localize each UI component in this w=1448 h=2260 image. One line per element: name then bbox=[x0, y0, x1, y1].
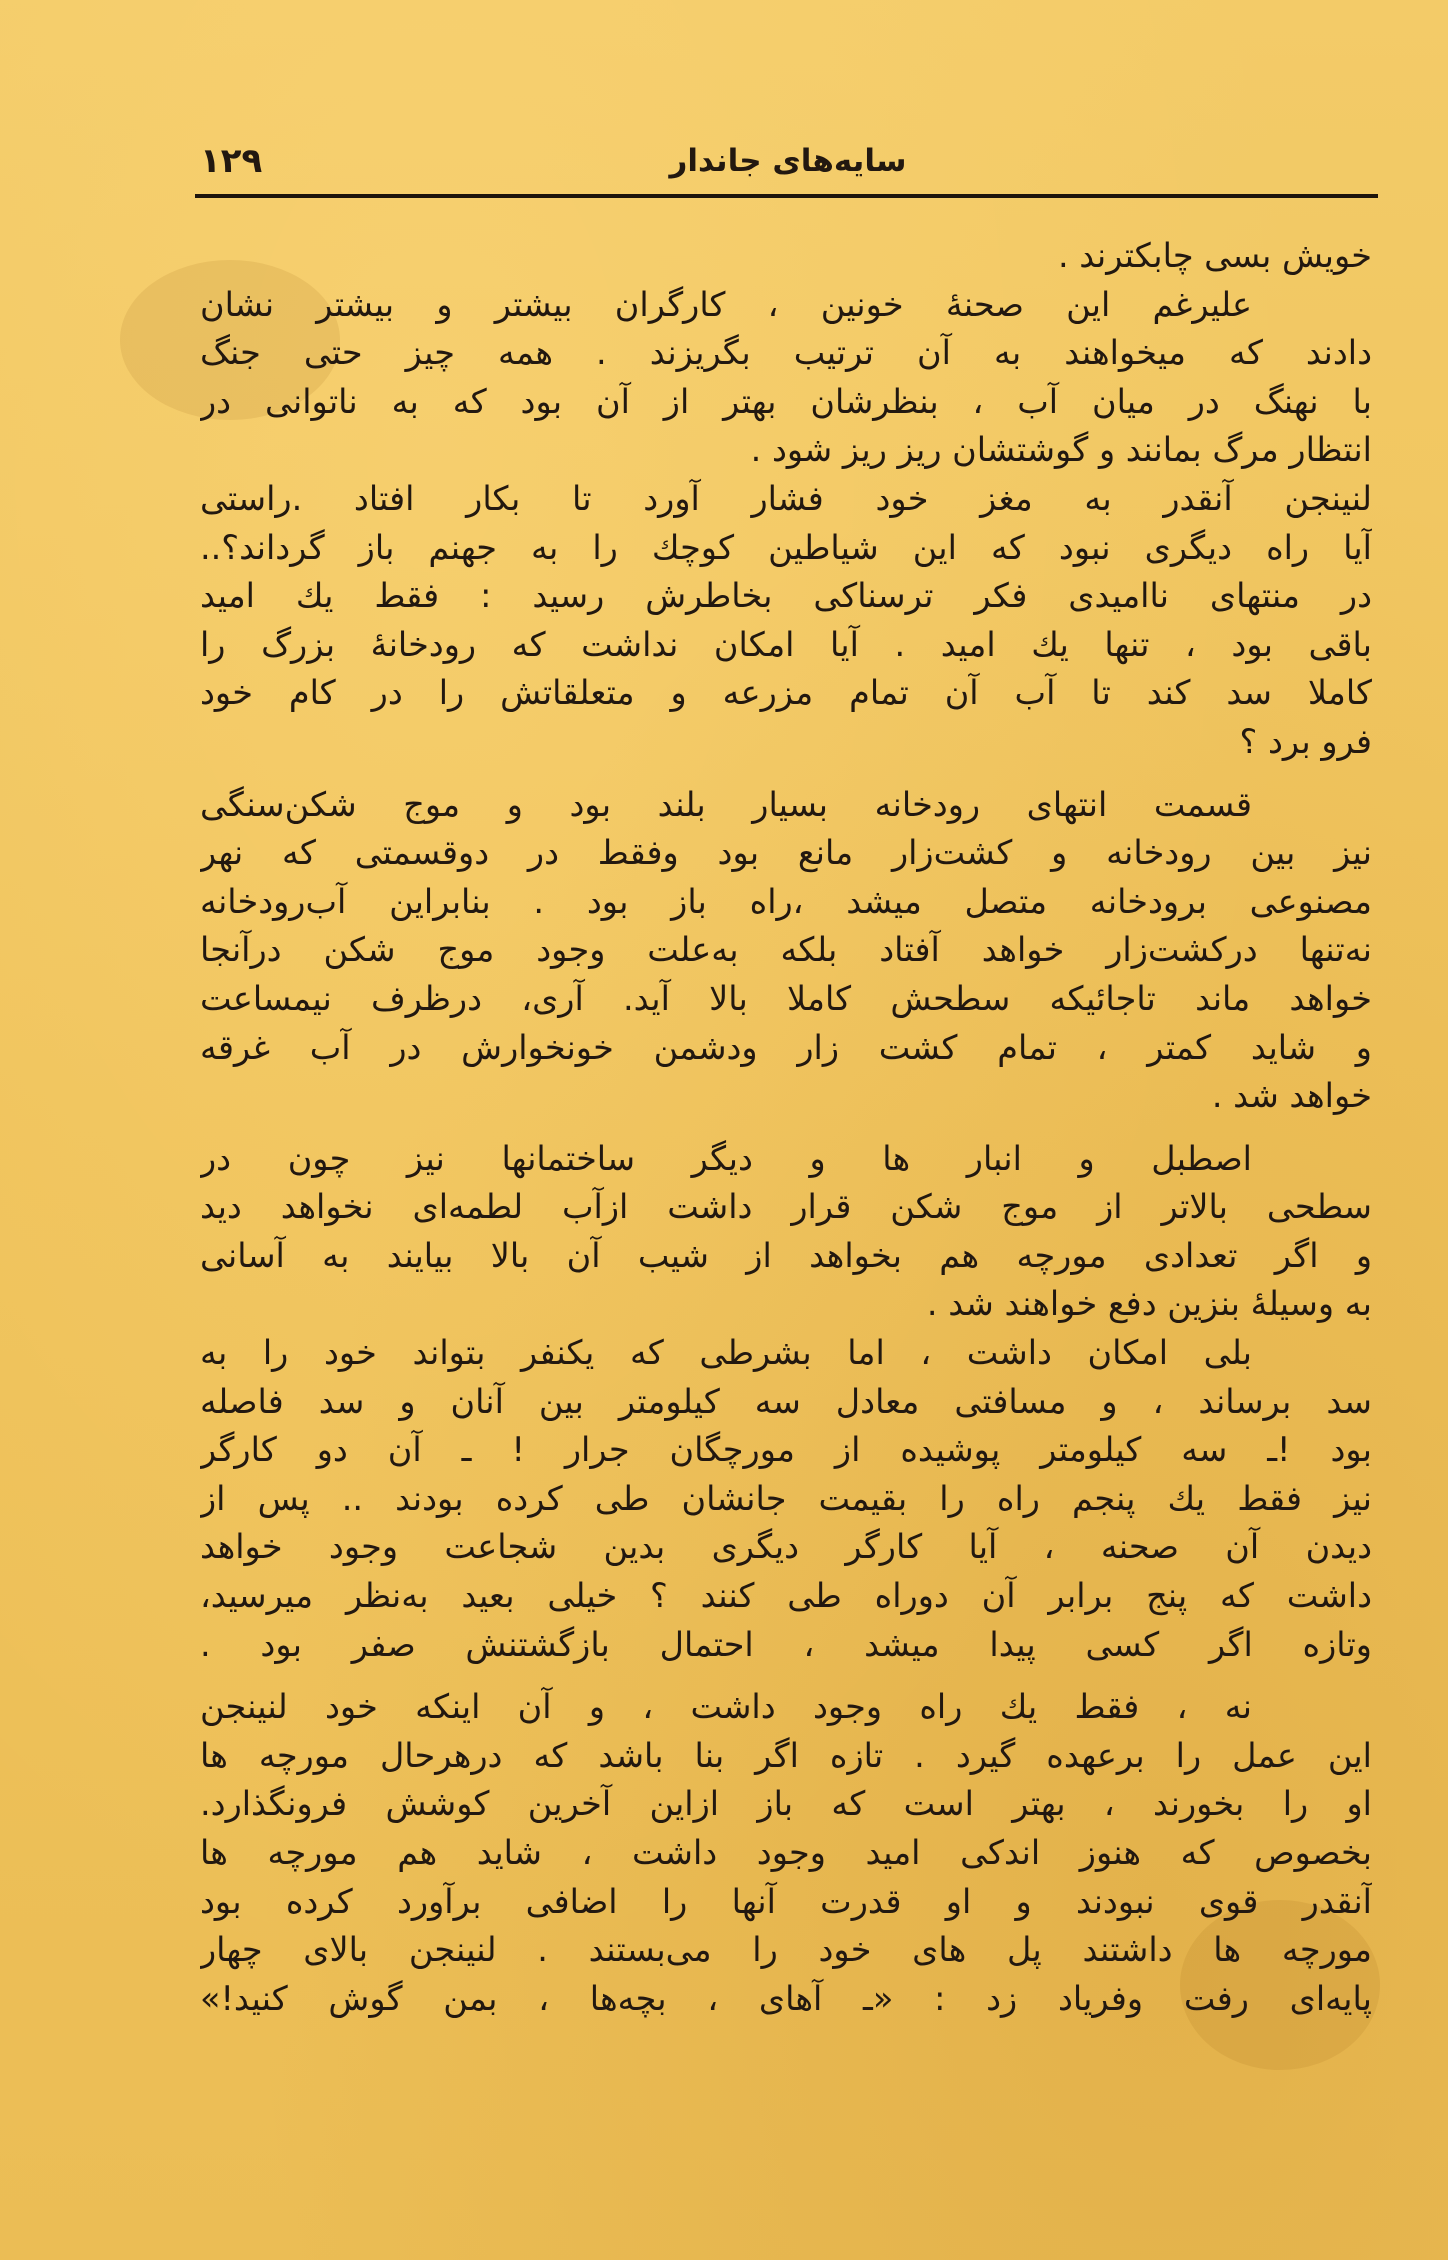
paragraph-gap bbox=[200, 1669, 1372, 1683]
text-line: وتازه اگر کسی پیدا میشد ، احتمال بازگشتنش صفر بود . bbox=[200, 1624, 1372, 1664]
paragraph bbox=[200, 781, 1372, 1121]
text-line: و شاید کمتر ، تمام کشت زار ودشمن خونخوارش در آب غرقه bbox=[200, 1027, 1372, 1067]
text-line: بود !ـ سه کیلومتر پوشیده از مورچگان جرار ! ـ آن دو کارگر bbox=[200, 1430, 1372, 1470]
text-line: آنقدر قوی نبودند و او قدرت آنها را اضافی برآورد کرده بود bbox=[200, 1881, 1372, 1921]
text-line: قسمت انتهای رودخانه بسیار بلند بود و موج شکن‌سنگی bbox=[200, 784, 1252, 824]
text-line: بخصوص که هنوز اندکی امید وجود داشت ، شاید هم مورچه ها bbox=[200, 1833, 1372, 1872]
text-line: نیز بین رودخانه و کشت‌زار مانع بود وفقط در دوقسمتی که نهر bbox=[200, 833, 1372, 873]
paragraph bbox=[200, 1329, 1372, 1669]
text-line: نه ، فقط یك راه وجود داشت ، و آن اینکه خود لنینجن bbox=[200, 1687, 1252, 1727]
paragraph-gap bbox=[200, 1121, 1372, 1135]
text-line: سد برساند ، و مسافتی معادل سه کیلومتر بین آنان و سد فاصله bbox=[200, 1381, 1372, 1421]
text-line: دیدن آن صحنه ، آیا کارگر دیگری بدین شجاعت وجود خواهد bbox=[200, 1527, 1372, 1567]
text-line: لنینجن آنقدر به مغز خود فشار آورد تا بکار افتاد .راستی bbox=[200, 478, 1372, 518]
text-line: خویش بسی چابکترند . bbox=[1057, 236, 1372, 275]
text-line: علیرغم این صحنهٔ خونین ، کارگران بیشتر و بیشتر نشان bbox=[200, 284, 1252, 324]
text-line: خواهد ماند تاجائیکه سطحش کاملا بالا آید. آری، درظرف نیمساعت bbox=[200, 978, 1372, 1018]
text-line: آیا راه دیگری نبود که این شیاطین کوچك را به جهنم باز گرداند؟.. bbox=[200, 527, 1372, 567]
text-line: مصنوعی برودخانه متصل میشد ،راه باز بود . بنابراین آب‌رودخانه bbox=[200, 881, 1372, 921]
text-line: خواهد شد . bbox=[1211, 1076, 1372, 1116]
paragraph bbox=[200, 475, 1372, 767]
text-line: در منتهای ناامیدی فکر ترسناکی بخاطرش رسید : فقط یك امید bbox=[200, 576, 1372, 616]
text-line: با نهنگ در میان آب ، بنظرشان بهتر از آن بود که به ناتوانی در bbox=[200, 381, 1372, 421]
paragraph bbox=[200, 1683, 1372, 2023]
text-line: نه‌تنها درکشت‌زار خواهد آفتاد بلکه به‌علت وجود موج شکن درآنجا bbox=[200, 930, 1372, 970]
paragraph bbox=[200, 232, 1372, 281]
text-line: به وسیلهٔ بنزین دفع خواهند شد . bbox=[926, 1284, 1372, 1324]
text-line: دادند که میخواهند به آن ترتیب بگریزند . همه چیز حتی جنگ bbox=[200, 333, 1372, 373]
text-line: نیز فقط یك پنجم راه را بقیمت جانشان طی کرده بودند .. پس از bbox=[200, 1478, 1372, 1518]
text-line: کاملا سد کند تا آب آن تمام مزرعه و متعلقاتش را در کام خود bbox=[200, 673, 1372, 713]
text-line: بلی امکان داشت ، اما بشرطی که یکنفر بتواند خود را به bbox=[200, 1333, 1252, 1373]
body-text bbox=[200, 232, 1372, 2023]
text-line: و اگر تعدادی مورچه هم بخواهد از شیب آن بالا بیایند به آسانی bbox=[200, 1235, 1372, 1275]
paragraph bbox=[200, 1135, 1372, 1329]
text-line: مورچه ها داشتند پل های خود را می‌بستند . لنینجن بالای چهار bbox=[200, 1930, 1372, 1970]
text-line: پایه‌ای رفت وفریاد زد : «ـ آهای ، بچه‌ها ، بمن گوش کنید!» bbox=[200, 1978, 1372, 2018]
text-line: داشت که پنج برابر آن دوراه طی کنند ؟ خیلی بعید به‌نظر میرسید، bbox=[200, 1576, 1372, 1616]
text-line: او را بخورند ، بهتر است که باز ازاین آخرین کوشش فرونگذارد. bbox=[200, 1784, 1372, 1824]
text-line: فرو برد ؟ bbox=[1239, 721, 1372, 761]
text-line: اصطبل و انبار ها و دیگر ساختمانها نیز چون در bbox=[200, 1138, 1252, 1178]
text-line: انتظار مرگ بمانند و گوشتشان ریز ریز شود . bbox=[750, 430, 1372, 470]
text-line: این عمل را برعهده گیرد . تازه اگر بنا باشد که درهرحال مورچه ها bbox=[200, 1735, 1372, 1775]
text-line: سطحی بالاتر از موج شکن قرار داشت ازآب لطمه‌ای نخواهد دید bbox=[200, 1187, 1372, 1227]
header-rule bbox=[195, 194, 1378, 198]
paragraph bbox=[200, 281, 1372, 475]
text-line: باقی بود ، تنها یك امید . آیا امکان نداشت که رودخانهٔ بزرگ را bbox=[200, 624, 1372, 664]
page-header bbox=[200, 135, 1376, 191]
paragraph-gap bbox=[200, 767, 1372, 781]
page-number: ۱۲۹ bbox=[200, 141, 263, 181]
running-title: سایه‌های جاندار bbox=[669, 143, 907, 179]
